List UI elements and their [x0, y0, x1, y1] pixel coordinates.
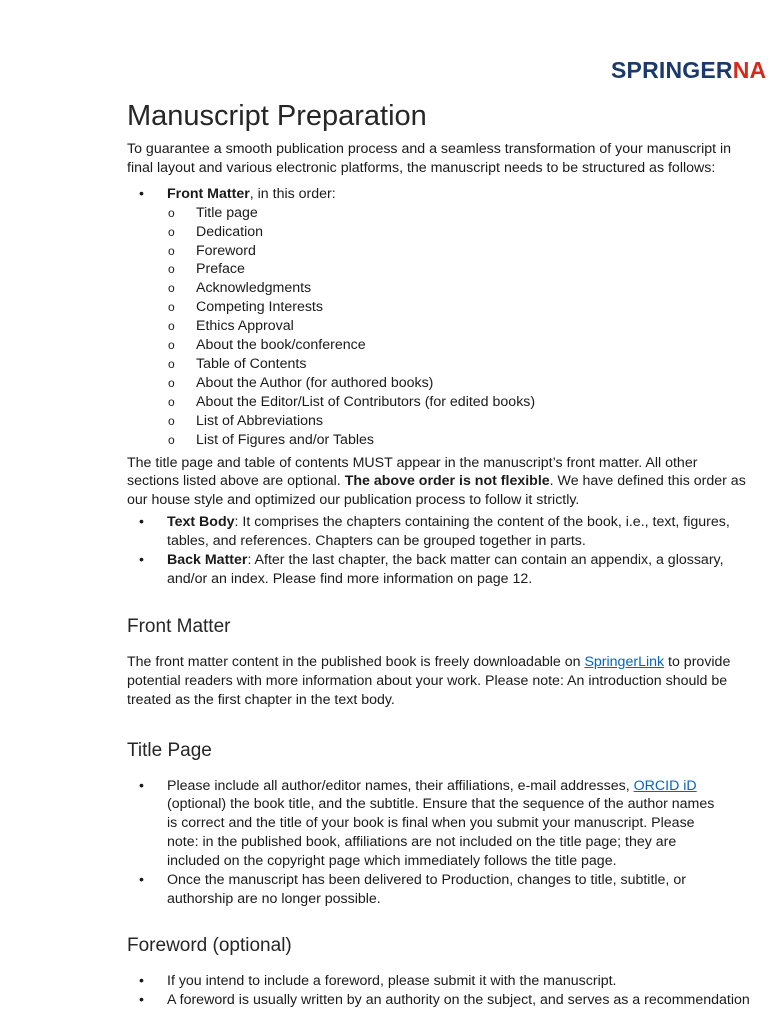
- back-matter-line-2: and/or an index. Please find more information on page 12.: [167, 570, 533, 587]
- bullet-glyph: •: [139, 972, 144, 989]
- sub-bullet-glyph: o: [168, 300, 175, 315]
- order-line-2-start: sections listed above are optional.: [127, 473, 345, 490]
- list-item: [127, 336, 768, 355]
- order-line-3: our house style and optimized our publication process to follow it strictly.: [127, 492, 580, 509]
- list-item: [127, 317, 768, 336]
- foreword-list: [127, 972, 768, 1010]
- title-page-b1-line-4: note: in the published book, affiliations are not included on the title page; they are: [167, 834, 677, 851]
- order-paragraph: [127, 454, 768, 511]
- front-matter-line-1-end: to provide: [664, 653, 731, 670]
- foreword-b1-text: If you intend to include a foreword, please submit it with the manuscript.: [167, 972, 617, 989]
- bullet-glyph: •: [139, 514, 144, 531]
- sub-bullet-glyph: o: [168, 394, 175, 409]
- front-matter-paragraph: [127, 653, 768, 710]
- front-matter-line-2: potential readers with more information about your work. Please note: An introduction should be: [127, 672, 728, 689]
- back-matter-line-1: [167, 551, 768, 570]
- list-item-text: About the book/conference: [196, 337, 366, 354]
- list-item: [127, 204, 768, 223]
- title-page-b2-line-2: authorship are no longer possible.: [167, 891, 381, 907]
- list-item: [127, 355, 768, 374]
- back-matter-desc: : After the last chapter, the back matter can contain an appendix, a glossary,: [247, 552, 724, 569]
- sub-bullet-glyph: o: [168, 319, 175, 334]
- list-item: [127, 279, 768, 298]
- title-page-list: [127, 777, 768, 909]
- text-body-line-1: [167, 513, 768, 532]
- back-matter-bullet: [127, 551, 768, 589]
- text-body-desc: : It comprises the chapters containing the content of the book, i.e., text, figures,: [234, 514, 730, 531]
- page-title: Manuscript Preparation: [127, 100, 427, 132]
- title-page-b1-line-1: [167, 777, 768, 796]
- list-item-text: List of Figures and/or Tables: [196, 431, 374, 448]
- text-body-bullet: [127, 513, 768, 551]
- title-page-b1-line-5: included on the copyright page which immediately follows the title page.: [167, 853, 617, 870]
- sub-bullet-glyph: o: [168, 375, 175, 390]
- text-body-label: Text Body: [167, 514, 235, 531]
- title-page-b1-line-2: (optional) the book title, and the subtitle. Ensure that the sequence of the author names: [167, 796, 715, 813]
- front-matter-order-text: , in this order:: [249, 185, 336, 202]
- title-page-b1-line-3: is correct and the title of your book is final when you submit your manuscript. Please: [167, 815, 695, 832]
- list-item-text: About the Editor/List of Contributors (for edited books): [196, 393, 536, 410]
- order-line-1: The title page and table of contents MUST appear in the manuscript’s front matter. All other: [127, 454, 698, 471]
- order-line-2: [127, 472, 768, 491]
- list-item-text: Preface: [196, 261, 245, 278]
- sub-bullet-glyph: o: [168, 432, 175, 447]
- logo-part-springer: SPRINGER: [611, 57, 733, 83]
- sub-bullet-glyph: o: [168, 356, 175, 371]
- title-page-b1-line-1-text: Please include all author/editor names, their affiliations, e-mail addresses,: [167, 777, 634, 794]
- title-page-b2-line-1: Once the manuscript has been delivered to Production, changes to title, subtitle, or: [167, 872, 686, 889]
- list-item-text: Foreword: [196, 242, 256, 259]
- sub-bullet-glyph: o: [168, 205, 175, 220]
- front-matter-bullet: [127, 185, 768, 204]
- front-matter-line-1-start: The front matter content in the published book is freely downloadable on: [127, 653, 585, 670]
- back-matter-label: Back Matter: [167, 552, 248, 569]
- text-body-line-2: tables, and references. Chapters can be grouped together in parts.: [167, 533, 586, 550]
- document-content: [127, 98, 768, 1010]
- list-item-text: List of Abbreviations: [196, 412, 323, 429]
- list-item-text: Ethics Approval: [196, 318, 294, 335]
- intro-paragraph: [127, 140, 768, 178]
- front-matter-heading-line: [167, 185, 768, 204]
- body-back-list: [127, 513, 768, 589]
- order-emphasis: The above order is not flexible: [344, 473, 550, 490]
- bullet-glyph: •: [139, 777, 144, 794]
- front-matter-line-3: treated as the first chapter in the text body.: [127, 691, 395, 708]
- sub-bullet-glyph: o: [168, 338, 175, 353]
- list-item-text: About the Author (for authored books): [196, 374, 434, 391]
- list-item: [127, 298, 768, 317]
- foreword-section-heading: Foreword (optional): [127, 934, 292, 956]
- title-page-section-heading: Title Page: [127, 739, 212, 761]
- foreword-bullet-2: [127, 991, 768, 1010]
- bullet-glyph: •: [139, 872, 144, 889]
- bullet-glyph: •: [139, 552, 144, 569]
- order-line-2-end: . We have defined this order as: [549, 473, 746, 490]
- list-item: [127, 260, 768, 279]
- bullet-glyph: •: [139, 991, 144, 1008]
- list-item: [127, 393, 768, 412]
- springerlink-link[interactable]: SpringerLink: [584, 653, 665, 670]
- title-page-bullet-2: [127, 871, 768, 909]
- sub-bullet-glyph: o: [168, 224, 175, 239]
- sub-bullet-glyph: o: [168, 262, 175, 277]
- list-item: [127, 431, 768, 450]
- logo-part-nature: NA: [732, 57, 767, 83]
- list-item: [127, 242, 768, 261]
- sub-bullet-glyph: o: [168, 281, 175, 296]
- list-item: [127, 223, 768, 242]
- orcid-link[interactable]: ORCID iD: [633, 777, 697, 794]
- foreword-bullet-1: [127, 972, 768, 991]
- list-item-text: Table of Contents: [196, 355, 307, 372]
- list-item-text: Competing Interests: [196, 299, 323, 316]
- springer-nature-logo: [611, 56, 766, 84]
- list-item-text: Dedication: [196, 223, 264, 240]
- list-item: [127, 374, 768, 393]
- list-item-text: Title page: [196, 204, 258, 221]
- front-matter-section-heading: Front Matter: [127, 615, 231, 637]
- front-matter-line-1: [127, 653, 768, 672]
- front-matter-order-list: [127, 204, 768, 450]
- bullet-glyph: •: [139, 185, 144, 202]
- list-item-text: Acknowledgments: [196, 280, 312, 297]
- sub-bullet-glyph: o: [168, 243, 175, 258]
- list-item: [127, 412, 768, 431]
- sub-bullet-glyph: o: [168, 413, 175, 428]
- foreword-b2-text: A foreword is usually written by an authority on the subject, and serves as a recommendation: [167, 991, 750, 1008]
- structure-list: [127, 185, 768, 204]
- title-page-bullet-1: [127, 777, 768, 872]
- intro-line-1: To guarantee a smooth publication process and a seamless transformation of your manuscript in: [127, 141, 732, 157]
- intro-line-2: final layout and various electronic platforms, the manuscript needs to be structured as follows:: [127, 159, 716, 176]
- front-matter-label: Front Matter: [167, 185, 250, 202]
